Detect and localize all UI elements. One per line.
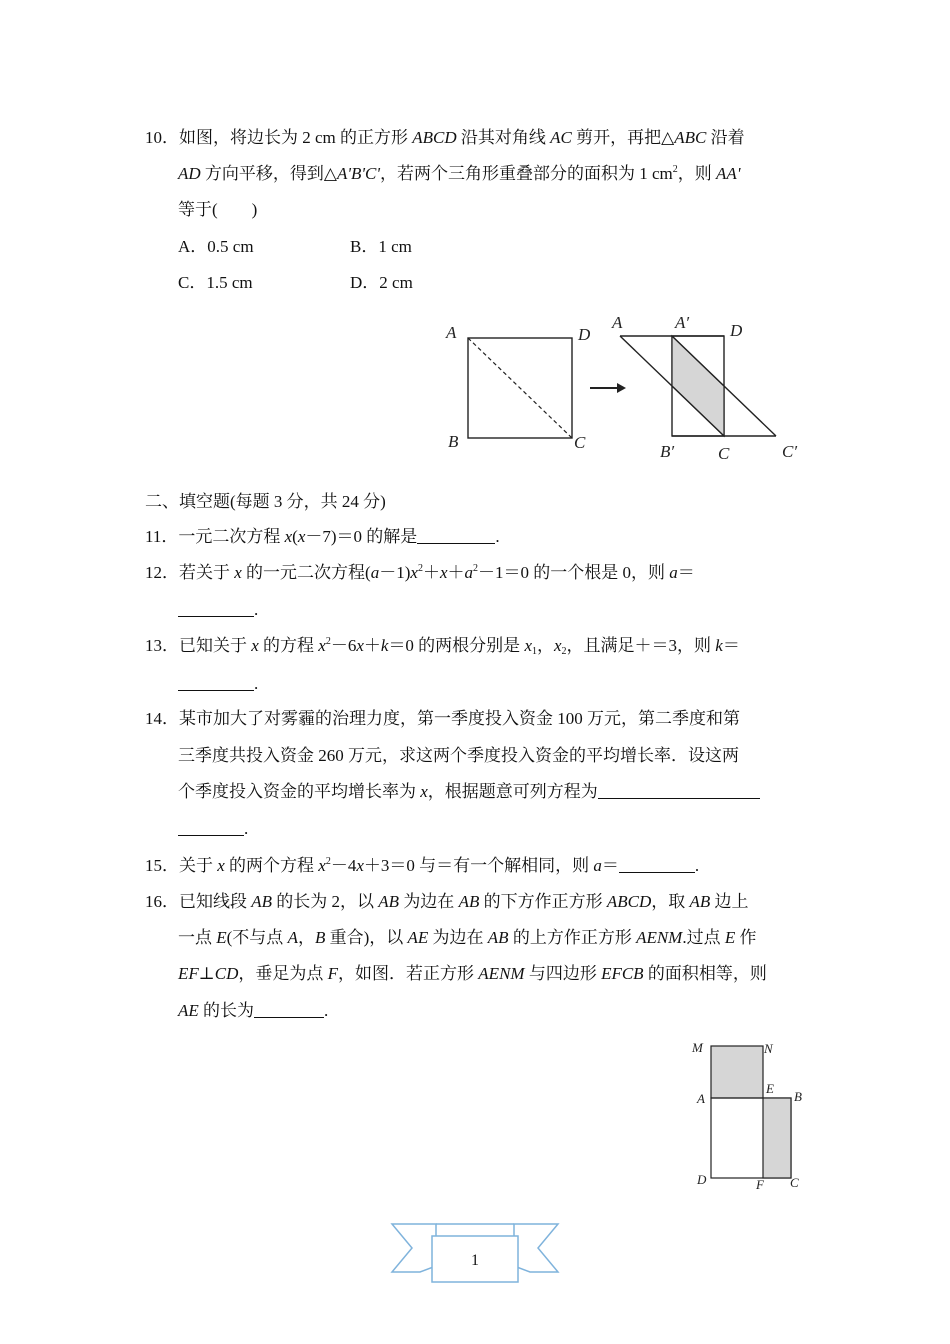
rect-efcb-shaded xyxy=(763,1098,791,1178)
q16-line3: EF⊥CD，垂足为点 F，如图．若正方形 AENM 与四边形 EFCB 的面积相等，则 xyxy=(178,964,767,983)
q14-line3: 个季度投入资金的平均增长率为 x，根据题意可列方程为 xyxy=(178,780,760,804)
label-a: A xyxy=(446,323,457,342)
q12-line2: . xyxy=(178,598,258,622)
q14-line2: 三季度共投入资金 260 万元，求这两个季度投入资金的平均增长率．设这两 xyxy=(178,746,739,765)
q13-answer-blank[interactable] xyxy=(178,674,254,691)
q13-line1: 13．已知关于 x 的方程 $x^2-6x+k=0$ 的两根分别是 $x_1$，$x_2$，且满足＋＝3，则 k＝ xyxy=(145,636,740,657)
shaded-overlap xyxy=(672,336,724,436)
arrow-head xyxy=(617,383,626,393)
q10-option-b: B．1 cm xyxy=(350,237,412,256)
diagonal-ac-dashed xyxy=(468,338,572,438)
label-a-prime: A′ xyxy=(675,313,690,332)
q14-answer-blank-2[interactable] xyxy=(178,819,244,836)
q10-option-a: A．0.5 cm xyxy=(178,237,254,256)
q11: 11．一元二次方程 x(x－7)＝0 的解是 . xyxy=(145,527,500,546)
q15-answer-blank[interactable] xyxy=(619,856,695,873)
q14-line1: 14．某市加大了对雾霾的治理力度，第一季度投入资金 100 万元，第二季度和第 xyxy=(145,709,740,728)
page-number: 1 xyxy=(471,1252,479,1269)
label-c-prime: C′ xyxy=(782,442,798,461)
q10-option-d: D．2 cm xyxy=(350,273,413,292)
label-m: M xyxy=(692,1040,703,1055)
q10-option-c: C．1.5 cm xyxy=(178,273,253,292)
label-a-left: A xyxy=(612,313,623,332)
square-aenm-shaded xyxy=(711,1046,763,1098)
label-d-right: D xyxy=(730,321,743,340)
q16-figure xyxy=(690,1036,820,1196)
q12-line1: 12．若关于 x 的一元二次方程$(a-1)x^2+x+a^2-1=0$ 的一个根是 0，则 a＝ xyxy=(145,563,695,582)
section-2-heading: 二、填空题(每题 3 分，共 24 分) xyxy=(145,492,386,511)
label-b-prime: B′ xyxy=(660,442,675,461)
q16-line4: AE 的长为 . xyxy=(178,1001,329,1020)
label-d: D xyxy=(697,1172,707,1187)
q13-line2: . xyxy=(178,672,258,696)
label-c-mid: C xyxy=(718,444,730,463)
label-c: C xyxy=(574,433,586,452)
label-n: N xyxy=(764,1041,773,1056)
q14-answer-blank-1[interactable] xyxy=(598,782,760,799)
label-c: C xyxy=(790,1175,799,1190)
page-number-badge xyxy=(390,1222,560,1291)
q16-line2: 一点 E(不与点 A，B 重合)，以 AE 为边在 AB 的上方作正方形 AENM.过点 E 作 xyxy=(178,928,757,947)
label-b: B xyxy=(794,1089,802,1104)
q12-answer-blank[interactable] xyxy=(178,600,254,617)
q11-answer-blank[interactable] xyxy=(417,527,495,544)
q16-line1: 16．已知线段 AB 的长为 2，以 AB 为边在 AB 的下方作正方形 ABCD，取 AB 边上 xyxy=(145,892,749,911)
q10-line1: 10．如图，将边长为 2 cm 的正方形 ABCD 沿其对角线 AC 剪开，再把△ABC 沿着 xyxy=(145,128,745,147)
q15: 15．关于 x 的两个方程 $x^2-4x+3=0$ 与＝有一个解相同，则 a＝ . xyxy=(145,856,700,875)
label-d: D xyxy=(578,325,591,344)
q10-figure xyxy=(440,308,820,468)
label-b: B xyxy=(448,432,459,451)
q10-line2: AD 方向平移，得到△A'B'C'，若两个三角形重叠部分的面积为 1 $cm^2$，则 AA' xyxy=(178,164,741,183)
q10-line3: 等于( ) xyxy=(178,200,258,219)
q14-line4: . xyxy=(178,817,248,841)
label-f: F xyxy=(756,1177,764,1192)
q16-answer-blank[interactable] xyxy=(254,1001,324,1018)
label-a: A xyxy=(697,1091,705,1106)
label-e: E xyxy=(766,1081,774,1096)
